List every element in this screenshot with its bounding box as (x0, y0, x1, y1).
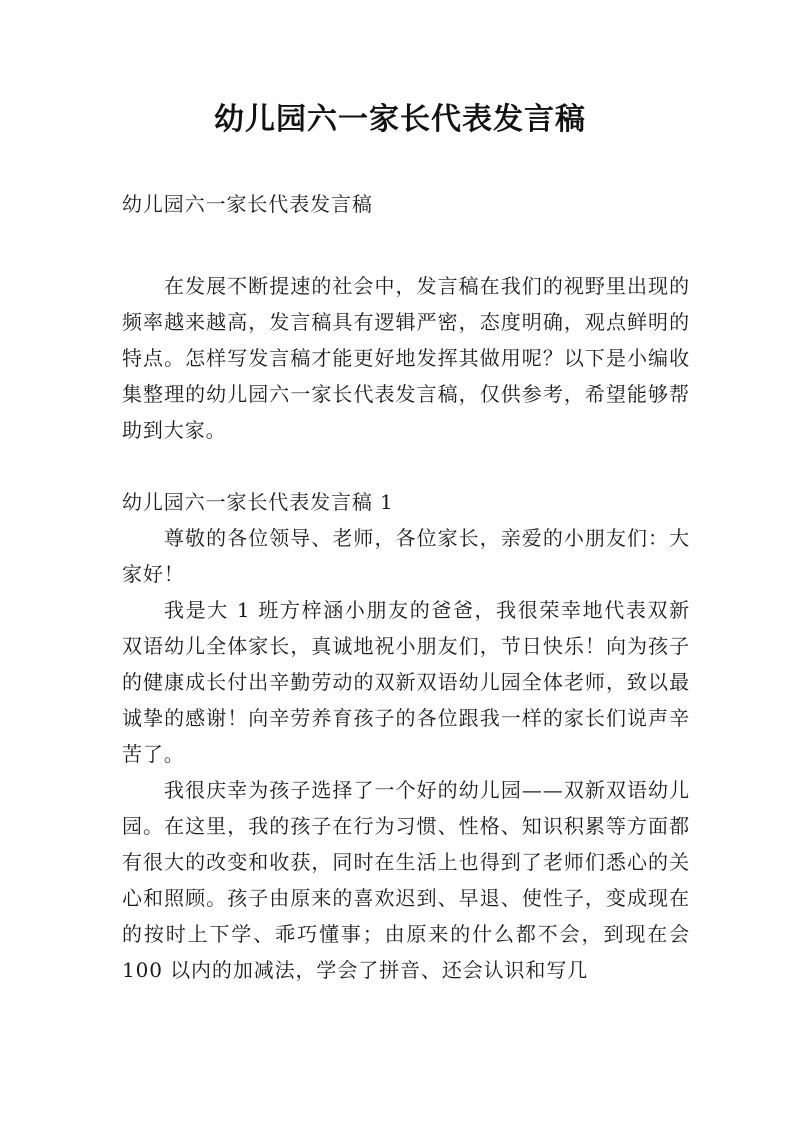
document-body (122, 186, 690, 988)
greeting-paragraph: 尊敬的各位领导、老师，各位家长，亲爱的小朋友们：大家好！ (122, 526, 690, 586)
paragraph-spacer (122, 222, 690, 268)
body-paragraph-2: 我很庆幸为孩子选择了一个好的幼儿园——双新双语幼儿园。在这里，我的孩子在行为习惯、性格、知识积累等方面都有很大的改变和收获，同时在生活上也得到了老师们悉心的关心和照顾。孩子由原来的喜欢迟到、早退、使性子，变成现在的按时上下学、乖巧懂事；由原来的什么都不会，到现在会 100 以内的加减法，学会了拼音、还会认识和写几 (122, 778, 690, 982)
body-paragraph-1: 我是大 1 班方梓涵小朋友的爸爸，我很荣幸地代表双新双语幼儿全体家长，真诚地祝小朋友们，节日快乐！向为孩子的健康成长付出辛勤劳动的双新双语幼儿园全体老师，致以最诚挚的感谢！向辛劳养育孩子的各位跟我一样的家长们说声辛苦了。 (122, 598, 690, 766)
paragraph-spacer (122, 448, 690, 484)
intro-paragraph: 在发展不断提速的社会中，发言稿在我们的视野里出现的频率越来越高，发言稿具有逻辑严密，态度明确，观点鲜明的特点。怎样写发言稿才能更好地发挥其做用呢？以下是小编收集整理的幼儿园六一家长代表发言稿，仅供参考，希望能够帮助到大家。 (122, 274, 690, 442)
document-title: 幼儿园六一家长代表发言稿 (214, 102, 586, 137)
section-heading: 幼儿园六一家长代表发言稿 1 (122, 490, 394, 514)
document-subtitle: 幼儿园六一家长代表发言稿 (122, 192, 373, 216)
